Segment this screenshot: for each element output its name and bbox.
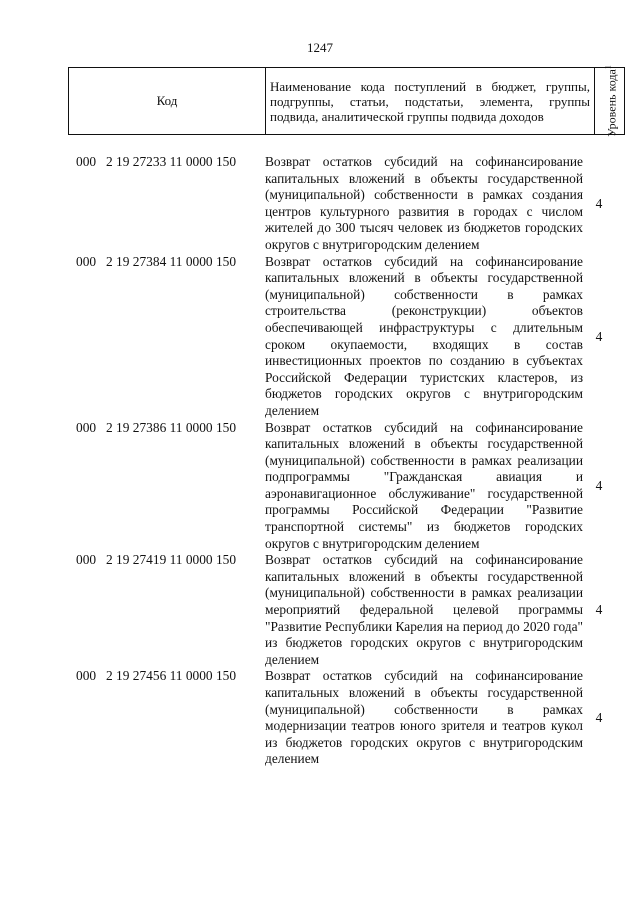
header-level-footnote: 1 [603, 65, 612, 70]
entry-code: 2 19 27384 11 0000 150 [106, 253, 237, 269]
table-row [68, 420, 615, 553]
entry-code: 2 19 27233 11 0000 150 [106, 154, 237, 169]
entry-prefix: 000 [76, 668, 97, 684]
entry-prefix: 000 [76, 552, 97, 568]
entry-name: Возврат остатков субсидий на софинансирование капитальных вложений в объекты государственной (муниципальной) собственности в рамках создания центров культурного развития в городах с числом жителей до 300 тысяч человек из бюджетов городских округов с внутригородским делением [265, 154, 583, 252]
entry-code: 2 19 27386 11 0000 150 [106, 419, 237, 435]
entry-name: Возврат остатков субсидий на софинансирование капитальных вложений в объекты государственной (муниципальной) собственности в рамках реализации подпрограммы "Гражданская авиация и аэронавигационное обслуживание" государственной программы Российской Федерации "Развитие транспортной системы" из бюджетов городских округов с внутригородским делением [265, 419, 583, 551]
entry-prefix: 000 [76, 419, 97, 435]
table-row [68, 254, 615, 420]
table-row [68, 552, 615, 668]
entry-prefix: 000 [76, 253, 97, 269]
header-level [602, 65, 617, 137]
entry-level: 4 [595, 602, 603, 618]
table-row [68, 154, 615, 254]
entries-list [68, 154, 615, 768]
entry-level: 4 [595, 328, 603, 344]
header-level-cell [595, 65, 625, 137]
entry-name: Возврат остатков субсидий на софинансирование капитальных вложений в объекты государственной (муниципальной) собственности в рамках реализации мероприятий федеральной целевой программы "Развитие Республики Карелия на период до 2020 года" из бюджетов городских округов с внутригородским делением [265, 552, 583, 667]
entry-prefix: 000 [76, 154, 97, 169]
entry-level: 4 [595, 710, 603, 726]
table-header [68, 67, 625, 135]
entry-name: Возврат остатков субсидий на софинансирование капитальных вложений в объекты государственной (муниципальной) собственности в рамках строительства (реконструкции) объектов обеспечивающей инфраструктуры с длительным сроком окупаемости, входящих в состав инвестиционных проектов по созданию в субъектах Российской Федерации туристских кластеров, из бюджетов городских округов с внутригородским делением [265, 253, 583, 418]
entry-code: 2 19 27419 11 0000 150 [106, 552, 237, 568]
header-level-label: Уровень кода [604, 69, 618, 137]
header-name: Наименование кода поступлений в бюджет, группы, подгруппы, статьи, подстатьи, элемента, группы подвида, аналитической группы подвида доходов [266, 68, 595, 135]
page-number: 1247 [307, 40, 333, 55]
entry-name: Возврат остатков субсидий на софинансирование капитальных вложений в объекты государственной (муниципальной) собственности в рамках модернизации театров юного зрителя и театров кукол из бюджетов городских округов с внутригородским делением [265, 668, 583, 767]
header-code: Код [69, 68, 266, 135]
entry-level: 4 [595, 477, 603, 493]
table-row [68, 668, 615, 768]
entry-code: 2 19 27456 11 0000 150 [106, 668, 237, 684]
entry-level: 4 [595, 195, 603, 211]
